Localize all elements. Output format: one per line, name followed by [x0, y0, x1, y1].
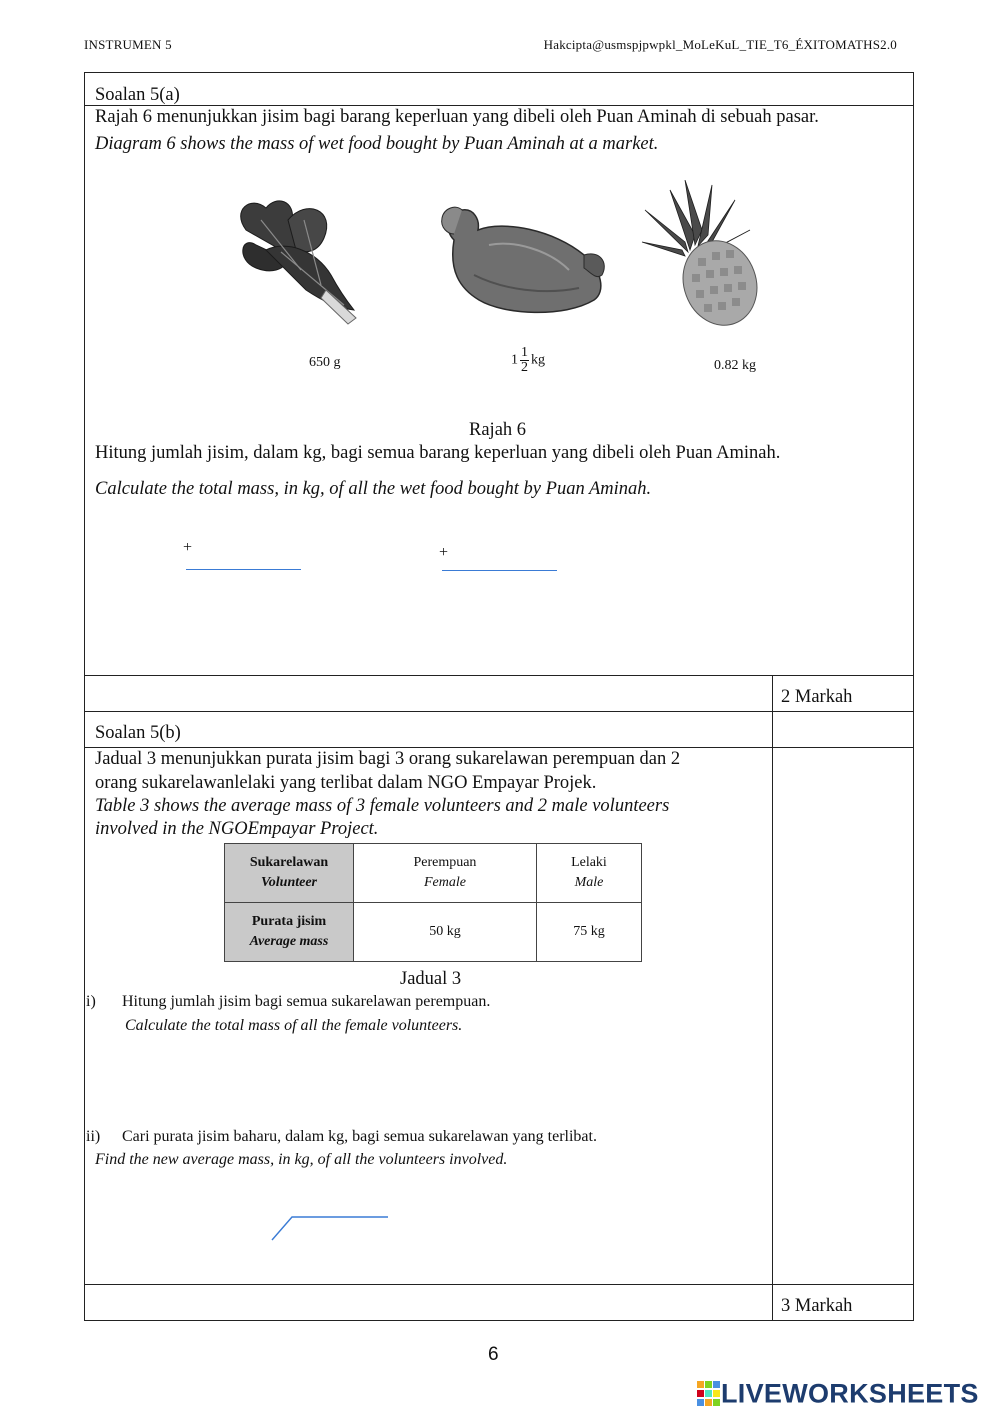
- liveworksheets-logo: [697, 1377, 979, 1409]
- pineapple-mass-label: 0.82 kg: [714, 358, 756, 373]
- page-number: 6: [488, 1344, 499, 1365]
- question-5b-intro-ms-1: Jadual 3 menunjukkan purata jisim bagi 3 orang sukarelawan perempuan dan 2: [95, 749, 681, 769]
- question-5a-prompt-ms: Hitung jumlah jisim, dalam kg, bagi semua barang keperluan yang dibeli oleh Puan Aminah.: [95, 443, 781, 463]
- part-i-number: i): [86, 993, 96, 1010]
- table-cell: [354, 844, 537, 903]
- female-mass-cell: 50 kg: [354, 903, 537, 962]
- table-header-cell: [225, 844, 354, 903]
- question-5b-intro-en-2: involved in the NGOEmpayar Project.: [95, 819, 379, 839]
- part-ii-ms: Cari purata jisim baharu, dalam kg, bagi semua sukarelawan yang terlibat.: [122, 1128, 597, 1145]
- divider: [84, 711, 914, 712]
- table-header-cell: [225, 903, 354, 962]
- brand-text: LIVEWORKSHEETS: [721, 1378, 979, 1409]
- chicken-icon: [434, 200, 609, 320]
- table-row: [225, 844, 642, 903]
- part-ii-number: ii): [86, 1128, 101, 1145]
- table-cell: [536, 844, 641, 903]
- header-left: INSTRUMEN 5: [84, 37, 172, 52]
- question-5b-intro-en-1: Table 3 shows the average mass of 3 female volunteers and 2 male volunteers: [95, 796, 670, 816]
- question-5a-intro-ms: Rajah 6 menunjukkan jisim bagi barang keperluan yang dibeli oleh Puan Aminah di sebuah pasar.: [95, 107, 819, 127]
- fraction-numerator: 1: [521, 345, 528, 360]
- answer-blank-division[interactable]: [270, 1214, 390, 1242]
- spinach-icon: [226, 190, 366, 330]
- header-volunteer-ms: Sukarelawan: [249, 855, 329, 870]
- liveworksheets-mark-icon: [697, 1381, 721, 1407]
- answer-blank-2[interactable]: [442, 570, 557, 571]
- question-5a-title: Soalan 5(a): [95, 85, 180, 105]
- chicken-mass-fraction: [520, 346, 529, 375]
- part-i-en: Calculate the total mass of all the female volunteers.: [125, 1017, 463, 1034]
- chicken-mass-unit: kg: [531, 352, 545, 368]
- header-volunteer-en: Volunteer: [260, 875, 317, 890]
- chicken-mass-whole: 1: [511, 352, 518, 368]
- volunteer-table: [224, 843, 642, 962]
- question-5a-prompt-en: Calculate the total mass, in kg, of all the wet food bought by Puan Aminah.: [95, 479, 652, 499]
- diagram-caption: Rajah 6: [469, 420, 527, 440]
- table-caption: Jadual 3: [400, 969, 462, 989]
- part-i-ms: Hitung jumlah jisim bagi semua sukarelawan perempuan.: [122, 993, 491, 1010]
- table-row: [225, 903, 642, 962]
- question-5b-intro-ms-2: orang sukarelawanlelaki yang terlibat dalam NGO Empayar Projek.: [95, 773, 597, 793]
- pineapple-icon: [640, 180, 760, 330]
- column-male-ms: Lelaki: [571, 855, 607, 870]
- answer-blank-1[interactable]: [186, 569, 301, 570]
- header-average-mass-ms: Purata jisim: [251, 914, 327, 929]
- question-5a-intro-en: Diagram 6 shows the mass of wet food bought by Puan Aminah at a market.: [95, 134, 659, 154]
- plus-sign: +: [183, 539, 193, 556]
- column-female-en: Female: [423, 875, 466, 890]
- spinach-mass-label: 650 g: [309, 355, 341, 370]
- part-ii-en: Find the new average mass, in kg, of all the volunteers involved.: [95, 1151, 508, 1168]
- chicken-mass-label: [511, 346, 545, 375]
- fraction-denominator: 2: [521, 360, 528, 375]
- column-male-en: Male: [574, 875, 604, 890]
- plus-sign: +: [439, 544, 449, 561]
- marks-column-divider: [772, 675, 773, 1321]
- divider: [84, 675, 914, 676]
- male-mass-cell: 75 kg: [536, 903, 641, 962]
- question-5b-title: Soalan 5(b): [95, 723, 181, 743]
- divider: [84, 1284, 914, 1285]
- header-right: Hakcipta@usmspjpwpkl_MoLeKuL_TIE_T6_ÉXITOMATHS2.0: [543, 37, 897, 52]
- marks-5b: 3 Markah: [781, 1296, 853, 1316]
- header-average-mass-en: Average mass: [249, 934, 329, 949]
- marks-5a: 2 Markah: [781, 687, 853, 707]
- column-female-ms: Perempuan: [413, 855, 477, 870]
